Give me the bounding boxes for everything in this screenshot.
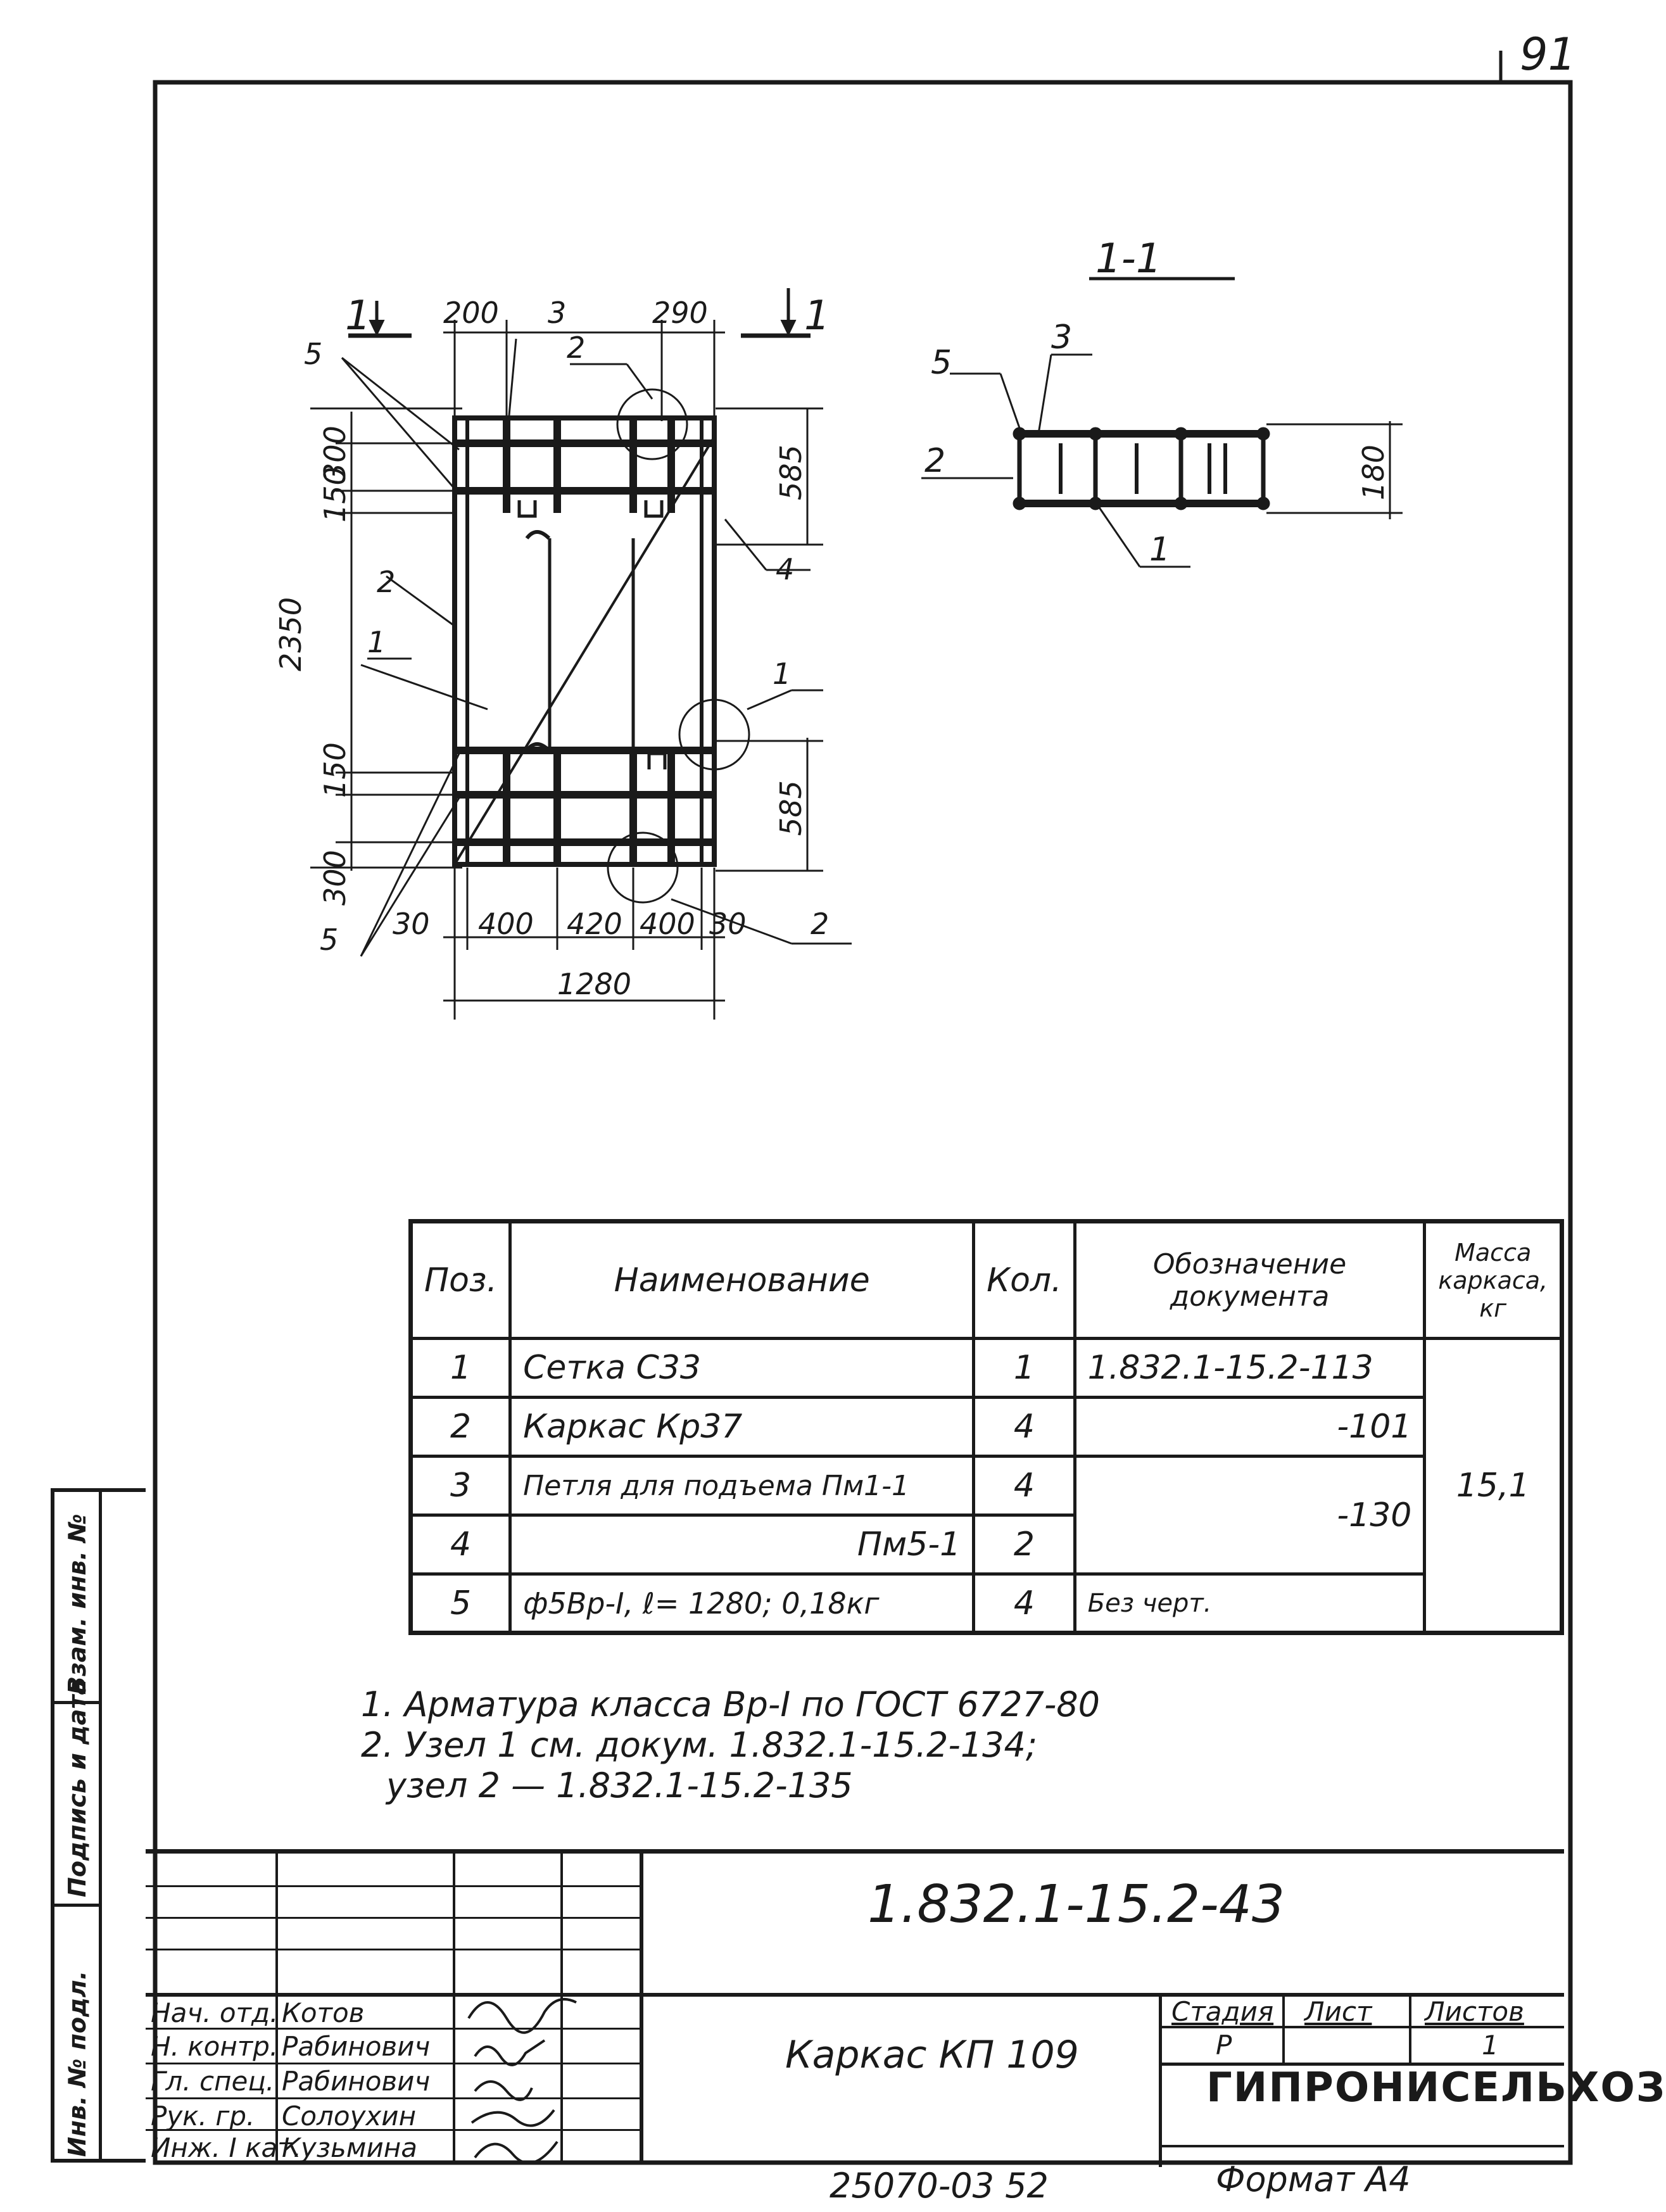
dim-top-200: 200: [443, 296, 499, 330]
dim-left-300-top: 300: [318, 426, 352, 481]
table-row: 5 ф5Вр-I, ℓ= 1280; 0,18кг 4 Без черт.: [411, 1574, 1562, 1633]
dim-total-width: 1280: [557, 967, 632, 1001]
notes: [361, 1684, 1100, 1806]
document-title: Каркас КП 109: [785, 2033, 1079, 2077]
header-doc: Обозначение документа: [1075, 1222, 1425, 1339]
header-name: Наименование: [510, 1222, 974, 1339]
dim-left-150-top: 150: [318, 467, 352, 522]
footer-format: Формат А4: [1216, 2159, 1411, 2199]
section-view: [921, 279, 1403, 567]
stage-header: Стадия: [1171, 1996, 1274, 2027]
callout-2-top: 2: [567, 331, 586, 365]
section-callout-1: 1: [1149, 531, 1171, 569]
dim-bottom-30-right: 30: [709, 907, 747, 941]
dim-bottom-400-left: 400: [478, 907, 534, 941]
note-1: 1. Арматура класса Вр-I по ГОСТ 6727-80: [361, 1684, 1101, 1724]
spec-table: [408, 1219, 1564, 1635]
section-callout-2: 2: [925, 442, 946, 480]
dim-left-300-bottom: 300: [318, 850, 352, 906]
footer-number: 25070-03 52: [830, 2166, 1049, 2206]
cut-label-left: 1: [345, 293, 371, 339]
header-pos: Поз.: [411, 1222, 510, 1339]
people-row: Н. контр. Рабинович: [151, 2031, 431, 2062]
side-label-replace: Взам. инв. №: [63, 1514, 91, 1695]
people-row: Рук. гр. Солоухин: [151, 2101, 417, 2132]
spec-header-row: [411, 1222, 1562, 1339]
side-label-inv: Инв. № подл.: [63, 1970, 91, 2157]
dim-bottom-420: 420: [567, 907, 622, 941]
page-number: 91: [1520, 28, 1577, 80]
cut-label-right: 1: [804, 293, 830, 339]
dim-left-150-bottom: 150: [318, 742, 352, 798]
callout-4: 4: [776, 552, 795, 586]
dim-top-290: 290: [652, 296, 708, 330]
stage-value: Р: [1216, 2030, 1232, 2061]
title-block: [146, 1849, 1564, 2163]
callout-1-left: 1: [367, 625, 386, 659]
dim-right-585-top: 585: [774, 445, 808, 500]
header-qty: Кол.: [974, 1222, 1075, 1339]
section-callout-3: 3: [1051, 319, 1073, 357]
dim-bottom-400-right: 400: [640, 907, 695, 941]
side-label-signature: Подпись и дата: [63, 1678, 91, 1897]
callout-3: 3: [548, 296, 567, 330]
note-2: 2. Узел 1 см. докум. 1.832.1-15.2-134;: [361, 1725, 1038, 1765]
document-code: 1.832.1-15.2-43: [868, 1874, 1285, 1935]
people-row: Нач. отд. Котов: [151, 1997, 365, 2028]
organization: ГИПРОНИСЕЛЬХОЗ: [1206, 2064, 1666, 2111]
table-row: 2 Каркас Кр37 4 -101: [411, 1398, 1562, 1457]
section-title: 1-1: [1095, 236, 1162, 282]
sheets-header: Листов: [1425, 1996, 1524, 2027]
mass-value: 15,1: [1425, 1339, 1562, 1633]
signatures: [456, 1980, 640, 2164]
dim-right-585-bottom: 585: [774, 780, 808, 836]
dim-bottom-30-left: 30: [393, 907, 430, 941]
dim-total-height: 2350: [274, 597, 308, 671]
callout-5-top: 5: [304, 337, 323, 371]
table-row: 4 Пм5-1 2: [411, 1515, 1562, 1574]
header-mass: Масса каркаса, кг: [1425, 1222, 1562, 1339]
table-row: 1 Сетка С33 1 1.832.1-15.2-113 15,1: [411, 1339, 1562, 1398]
sheet-header: Лист: [1304, 1996, 1372, 2027]
section-callout-5: 5: [931, 344, 952, 382]
table-row: 3 Петля для подъема Пм1-1 4 -130: [411, 1457, 1562, 1515]
callout-2-left: 2: [377, 565, 396, 599]
callout-2-bottom: 2: [811, 907, 830, 941]
section-dim-180: 180: [1356, 445, 1391, 500]
side-stamp: [51, 1488, 146, 2163]
note-3: узел 2 — 1.832.1-15.2-135: [386, 1766, 853, 1805]
sheets-value: 1: [1482, 2030, 1499, 2061]
people-row: Гл. спец. Рабинович: [151, 2066, 431, 2097]
callout-5-bottom: 5: [320, 923, 339, 957]
people-row: Инж. I кат. Кузьмина: [151, 2132, 417, 2163]
callout-1-right: 1: [773, 657, 792, 691]
